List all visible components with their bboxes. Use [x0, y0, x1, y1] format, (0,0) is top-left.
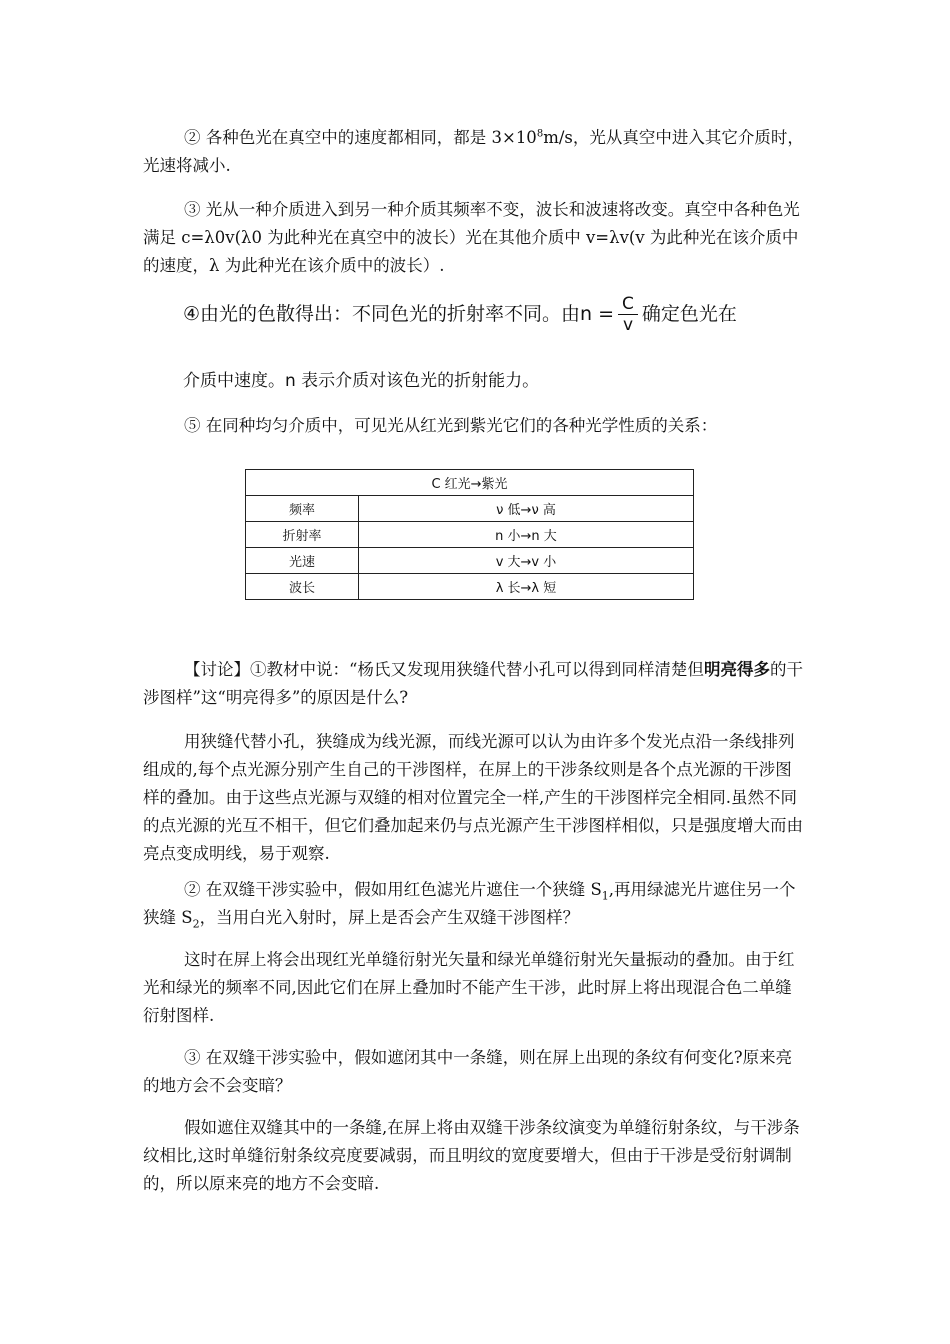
answer-3: 假如遮住双缝其中的一条缝,在屏上将由双缝干涉条纹演变为单缝衍射条纹，与干涉条纹相比,这时单缝衍射条纹亮度要减弱，而且明纹的宽度要增大，但由于干涉是受衍射调制的，所以原来亮的地方不会变暗.: [143, 1118, 800, 1193]
table-row-label: 光速: [246, 548, 359, 574]
table-row-label: 折射率: [246, 522, 359, 548]
table-row: [246, 496, 694, 522]
table-row-value: n 小→n 大: [359, 522, 694, 548]
table-row-value: v 大→v 小: [359, 548, 694, 574]
table-header-row: [246, 470, 694, 496]
paragraph-medium-speed: 介质中速度。n 表示介质对该色光的折射能力。: [183, 371, 540, 391]
paragraph-table-intro: ⑤ 在同种均匀介质中，可见光从红光到紫光它们的各种光学性质的关系：: [184, 416, 718, 435]
table-header: C 红光→紫光: [246, 470, 694, 496]
answer-2: 这时在屏上将会出现红光单缝衍射光矢量和绿光单缝衍射光矢量振动的叠加。由于红光和绿光的频率不同,因此它们在屏上叠加时不能产生干涉，此时屏上将出现混合色二单缝衍射图样.: [143, 950, 795, 1025]
fraction-c-over-v: $\frac{C}{v}$: [618, 294, 638, 335]
optical-properties-table: [245, 469, 694, 600]
answer-1: 用狭缝代替小孔，狭缝成为线光源，而线光源可以认为由许多个发光点沿一条线排列组成的,每个点光源分别产生自己的干涉图样，在屏上的干涉条纹则是各个点光源的干涉图样的叠加。由于这些点光源与双缝的相对位置完全一样,产生的干涉图样完全相同.虽然不同的点光源的光互不相干，但它们叠加起来仍与点光源产生干涉图样相似，只是强度增大而由亮点变成明线，易于观察.: [143, 732, 803, 863]
paragraph-dispersion: ④由光的色散得出：不同色光的折射率不同。由n = $\frac{C}{v}$ 确定色光在: [183, 294, 737, 335]
paragraph-frequency-wavelength: ③ 光从一种介质进入到另一种介质其频率不变，波长和波速将改变。真空中各种色光满足 c=λ0v(λ0 为此种光在真空中的波长）光在其他介质中 v=λv(v 为此种光在该介质中的速度，λ 为此种光在该介质中的波长）.: [143, 200, 800, 275]
discussion-question-2: ② 在双缝干涉实验中，假如用红色滤光片遮住一个狭缝 $S_1$,再用绿滤光片遮住另一个狭缝 $S_2$，当用白光入射时，屏上是否会产生双缝干涉图样？: [143, 880, 796, 931]
paragraph-light-speed: ② 各种色光在真空中的速度都相同，都是 $3\times 10^8m/s$，光从真空中进入其它介质时，光速将减小.: [143, 128, 804, 175]
table-row: [246, 574, 694, 600]
table-row-value: ν 低→ν 高: [359, 496, 694, 522]
discussion-question-3: ③ 在双缝干涉实验中，假如遮闭其中一条缝，则在屏上出现的条纹有何变化?原来亮的地方会不会变暗？: [143, 1048, 793, 1095]
table-row-value: λ 长→λ 短: [359, 574, 694, 600]
table-row-label: 频率: [246, 496, 359, 522]
discussion-question-1: 【讨论】①教材中说：“杨氏又发现用狭缝代替小孔可以得到同样清楚但明亮得多的干涉图样”这“明亮得多”的原因是什么?: [143, 660, 803, 707]
table-row: [246, 548, 694, 574]
table-row: [246, 522, 694, 548]
table-row-label: 波长: [246, 574, 359, 600]
